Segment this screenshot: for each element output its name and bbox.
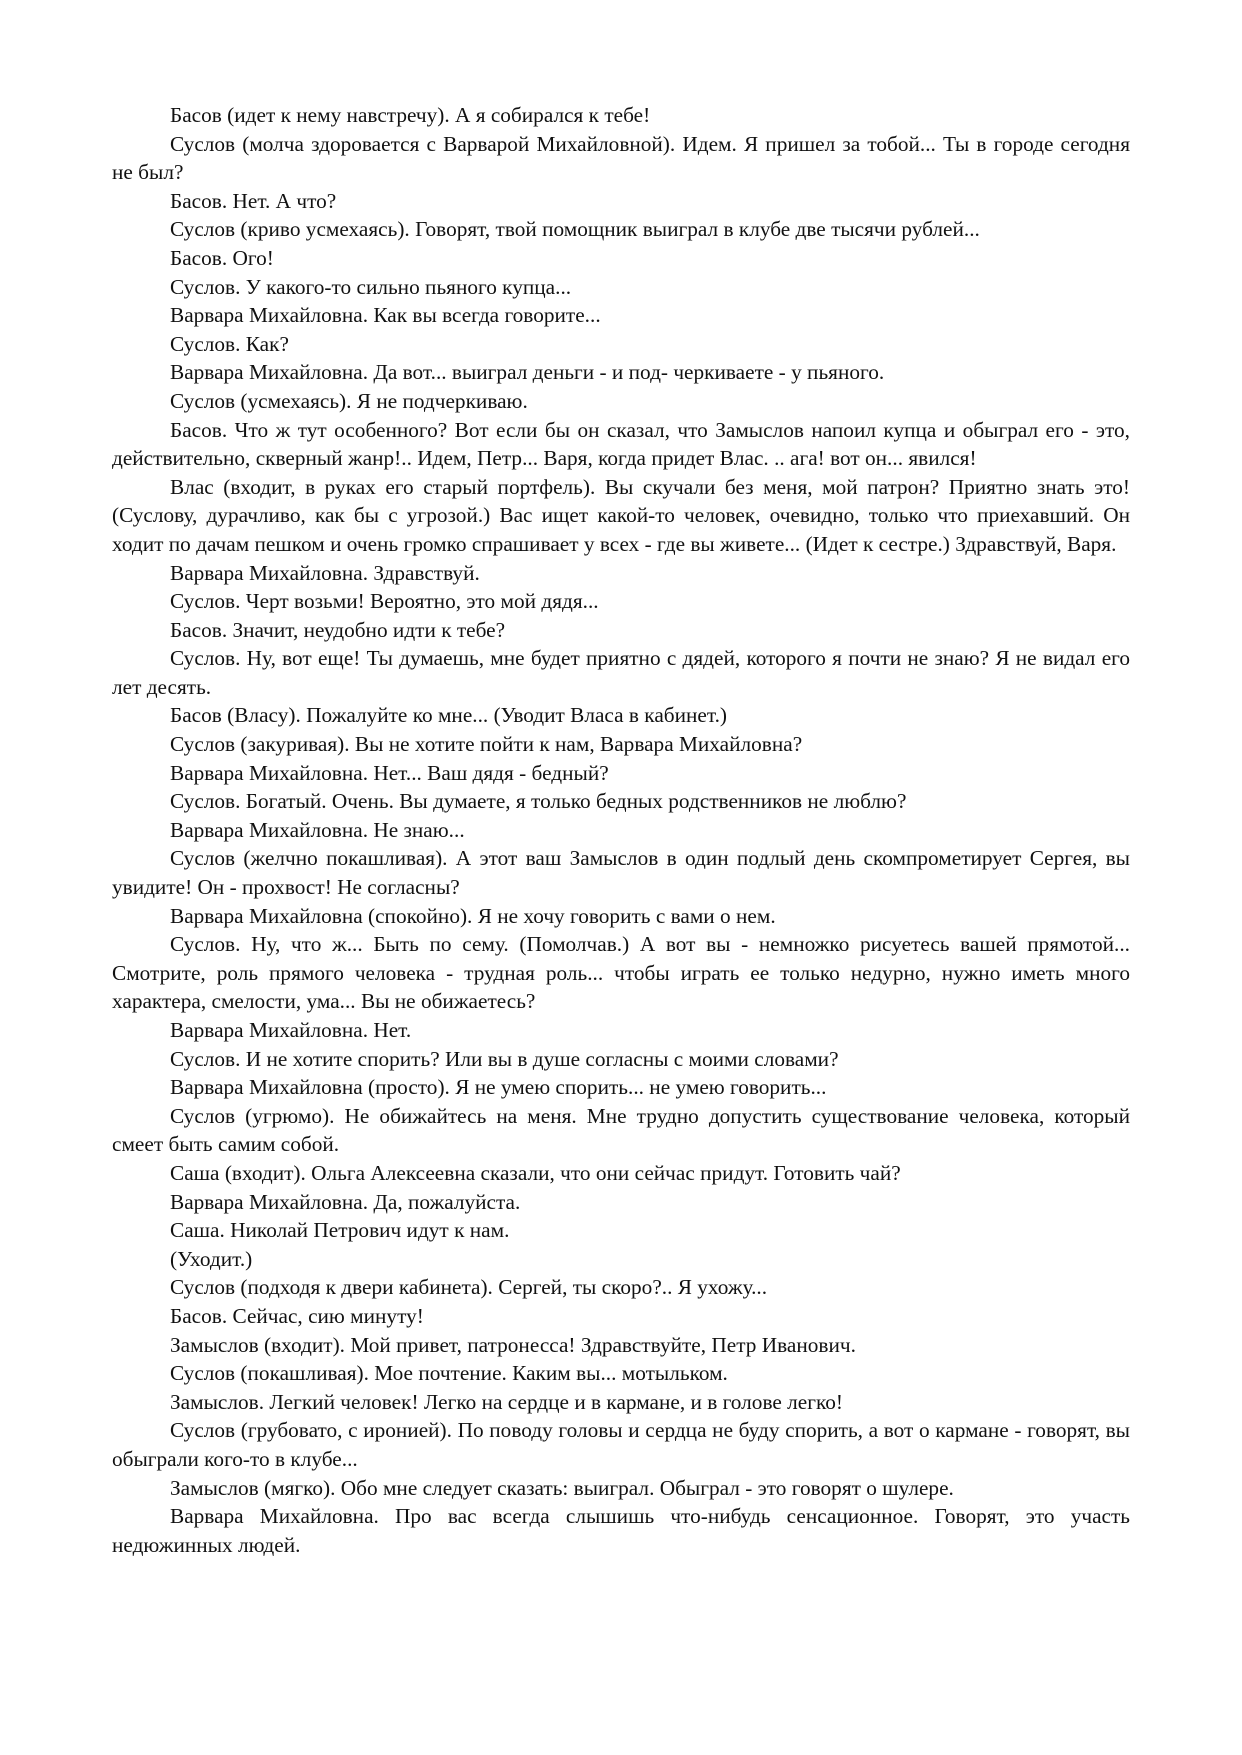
- paragraph: Басов (Власу). Пожалуйте ко мне... (Уводит Власа в кабинет.): [170, 703, 727, 728]
- paragraph: Басов. Что ж тут особенного? Вот если бы он сказал, что Замыслов напоил купца и обыграл его - это, действительно, скверный жанр!.. Идем, Петр... Варя, когда придет Влас. .. ага! вот он... явился!: [112, 417, 1130, 471]
- paragraph: Суслов (криво усмехаясь). Говорят, твой помощник выиграл в клубе две тысячи рублей...: [170, 217, 980, 242]
- paragraph: Варвара Михайловна (спокойно). Я не хочу говорить с вами о нем.: [170, 903, 776, 928]
- paragraph: Варвара Михайловна. Здравствуй.: [170, 560, 480, 585]
- paragraph: Суслов. Ну, вот еще! Ты думаешь, мне будет приятно с дядей, которого я почти не знаю? Я не видал его лет десять.: [112, 646, 1130, 699]
- paragraph: Замыслов (входит). Мой привет, патронесса! Здравствуйте, Петр Иванович.: [170, 1332, 856, 1357]
- paragraph: Суслов. И не хотите спорить? Или вы в душе согласны с моими словами?: [170, 1046, 839, 1071]
- paragraph: (Уходит.): [170, 1246, 253, 1271]
- paragraph: Суслов. Богатый. Очень. Вы думаете, я только бедных родственников не люблю?: [170, 789, 907, 814]
- paragraph: Суслов (подходя к двери кабинета). Сергей, ты скоро?.. Я ухожу...: [170, 1275, 768, 1300]
- paragraph: Басов (идет к нему навстречу). А я собирался к тебе!: [170, 103, 651, 127]
- paragraph: Замыслов. Легкий человек! Легко на сердце и в кармане, и в голове легко!: [170, 1389, 843, 1414]
- paragraph: Замыслов (мягко). Обо мне следует сказать: выиграл. Обыграл - это говорят о шулере.: [170, 1475, 954, 1500]
- paragraph: Варвара Михайловна. Нет.: [170, 1018, 412, 1042]
- paragraph: Варвара Михайловна. Как вы всегда говорите...: [170, 303, 601, 328]
- paragraph: Саша. Николай Петрович идут к нам.: [170, 1218, 510, 1243]
- paragraph: Варвара Михайловна. Да, пожалуйста.: [170, 1189, 521, 1214]
- paragraph: Суслов (молча здоровается с Варварой Михайловной). Идем. Я пришел за тобой... Ты в городе сегодня не был?: [112, 131, 1130, 185]
- paragraph: Суслов (угрюмо). Не обижайтесь на меня. Мне трудно допустить существование человека, который смеет быть самим собой.: [112, 1103, 1130, 1157]
- paragraph: Суслов. Ну, что ж... Быть по сему. (Помолчав.) А вот вы - немножко рисуетесь вашей прямотой... Смотрите, роль прямого человека - трудная роль... чтобы играть ее только недурно, нужно иметь много характера, смелости, ума... Вы не обижаетесь?: [112, 932, 1130, 1014]
- paragraph: Басов. Значит, неудобно идти к тебе?: [170, 617, 506, 642]
- paragraph: Суслов (грубовато, с иронией). По поводу головы и сердца не буду спорить, а вот о кармане - говорят, вы обыграли кого-то в клубе...: [112, 1418, 1130, 1471]
- paragraph: Саша (входит). Ольга Алексеевна сказали, что они сейчас придут. Готовить чай?: [170, 1160, 901, 1185]
- paragraph: Суслов (желчно покашливая). А этот ваш Замыслов в один подлый день скомпрометирует Сергея, вы увидите! Он - прохвост! Не согласны?: [112, 846, 1130, 900]
- paragraph: Варвара Михайловна. Да вот... выиграл деньги - и под- черкиваете - у пьяного.: [170, 360, 885, 385]
- paragraph: Суслов. У какого-то сильно пьяного купца...: [170, 274, 572, 299]
- paragraph: Басов. Ого!: [170, 245, 274, 270]
- paragraph: Суслов (закуривая). Вы не хотите пойти к нам, Варвара Михайловна?: [170, 732, 803, 757]
- paragraph: Варвара Михайловна. Про вас всегда слышишь что-нибудь сенсационное. Говорят, это участь недюжинных людей.: [112, 1504, 1130, 1557]
- paragraph: Басов. Сейчас, сию минуту!: [170, 1303, 424, 1328]
- paragraph: Суслов (усмехаясь). Я не подчеркиваю.: [170, 388, 528, 413]
- paragraph: Варвара Михайловна. Не знаю...: [170, 817, 465, 842]
- paragraph: Суслов. Черт возьми! Вероятно, это мой дядя...: [170, 589, 599, 614]
- paragraph: Варвара Михайловна. Нет... Ваш дядя - бедный?: [170, 760, 609, 785]
- paragraph: Басов. Нет. А что?: [170, 188, 337, 213]
- paragraph: Влас (входит, в руках его старый портфель). Вы скучали без меня, мой патрон? Приятно знать это! (Суслову, дурачливо, как бы с угрозой.) Вас ищет какой-то человек, очевидно, только что приехавший. Он ходит по дачам пешком и очень громко спрашивает у всех - где вы живете... (Идет к сестре.) Здравствуй, Варя.: [112, 474, 1130, 556]
- paragraph: Варвара Михайловна (просто). Я не умею спорить... не умею говорить...: [170, 1075, 827, 1100]
- paragraph: Суслов (покашливая). Мое почтение. Каким вы... мотыльком.: [170, 1361, 728, 1386]
- paragraph: Суслов. Как?: [170, 331, 289, 356]
- document-page: [112, 101, 1130, 1559]
